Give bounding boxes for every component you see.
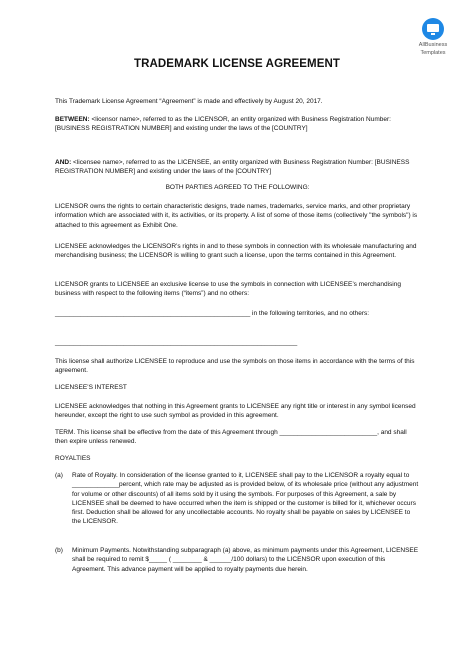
and-text: <licensee name>, referred to as the LICENSEE, an entity organized with Business Registration Number: [BUSINESS REGISTRATION NUMBER] and existing under the laws of the [COUNTRY]: [55, 159, 410, 176]
agreed-heading: BOTH PARTIES AGREED TO THE FOLLOWING:: [165, 184, 310, 191]
item-a-label: (a): [55, 472, 63, 479]
and-label: AND:: [55, 159, 72, 166]
territories-paragraph: ______________________________________________________ in the following territories, and no others:: [55, 310, 370, 317]
laptop-icon: [422, 18, 444, 40]
royalties-heading: ROYALTIES: [55, 455, 91, 462]
licensee-ack-paragraph: LICENSEE acknowledges the LICENSOR’s rights in and to these symbols in connection with its wholesale manufacturing and merchandising business; the LICENSOR is willing to grant such a license, upon the terms contained in this Agreement.: [55, 243, 417, 260]
blank-line: ___________________________________________________________________: [55, 339, 298, 346]
interest-heading: LICENSEE’S INTEREST: [55, 384, 127, 391]
item-b-paragraph: Minimum Payments. Notwithstanding subparagraph (a) above, as minimum payments under this Agreement, LICENSEE shall be required to remit $_____ ( ________ & ______/100 dollars) to the LICENSOR upon execution of this Agreement. This advance payment will be applied to royalty payments due herein.: [72, 547, 419, 573]
logo-brand: AllBusiness: [418, 42, 448, 48]
and-paragraph: [55, 158, 420, 177]
allbusiness-logo: [408, 18, 458, 56]
between-text: <licensor name>, referred to as the LICENSOR, an entity organized with Business Registration Number: [BUSINESS REGISTRATION NUMBER] and existing under the laws of the [COUNTRY]: [55, 116, 391, 133]
intro-paragraph: This Trademark License Agreement “Agreement” is made and effectively by August 20, 2017.: [55, 98, 323, 105]
item-b-label: (b): [55, 547, 63, 554]
item-a-paragraph: Rate of Royalty. In consideration of the license granted to it, LICENSEE shall pay to the LICENSOR a royalty equal to _____________percent, which rate may be adjusted as is provided below, of its wholesale price (without any adjustment for volume or other discounts) of all items sold by it using the symbols. For purposes of this Agreement, a sale by LICENSEE shall be deemed to have occurred when the item is shipped or the customer is billed for it, whichever occurs first. Deduction shall be allowed for any uncollectable accounts. No royalty shall be payable on sales by LICENSEE to the LICENSOR.: [72, 472, 419, 526]
between-paragraph: [55, 115, 420, 134]
grants-paragraph: LICENSOR grants to LICENSEE an exclusive license to use the symbols in connection with LICENSEE’s merchandising business with respect to the following items (“items”) and no others:: [55, 281, 401, 298]
logo-sub: Templates: [420, 50, 446, 56]
authorize-paragraph: This license shall authorize LICENSEE to reproduce and use the symbols on those items in accordance with the terms of this agreement.: [55, 358, 415, 375]
document-title: TRADEMARK LICENSE AGREEMENT: [133, 58, 341, 70]
interest-paragraph: LICENSEE acknowledges that nothing in this Agreement grants to LICENSEE any right title or interest in any symbol licensed hereunder, except the right to use such symbol as provided in this agreement.: [55, 403, 416, 420]
term-paragraph: TERM. This license shall be effective from the date of this Agreement through ___________________________, and shall then expire unless renewed.: [55, 429, 407, 446]
between-label: BETWEEN:: [55, 116, 90, 123]
licensor-owns-paragraph: LICENSOR owns the rights to certain characteristic designs, trade names, trademarks, service marks, and other proprietary information which are associated with it, its activities, or its property. A list of some of those items (collectively "the symbols") is attached to this agreement as Exhibit One.: [55, 203, 418, 229]
